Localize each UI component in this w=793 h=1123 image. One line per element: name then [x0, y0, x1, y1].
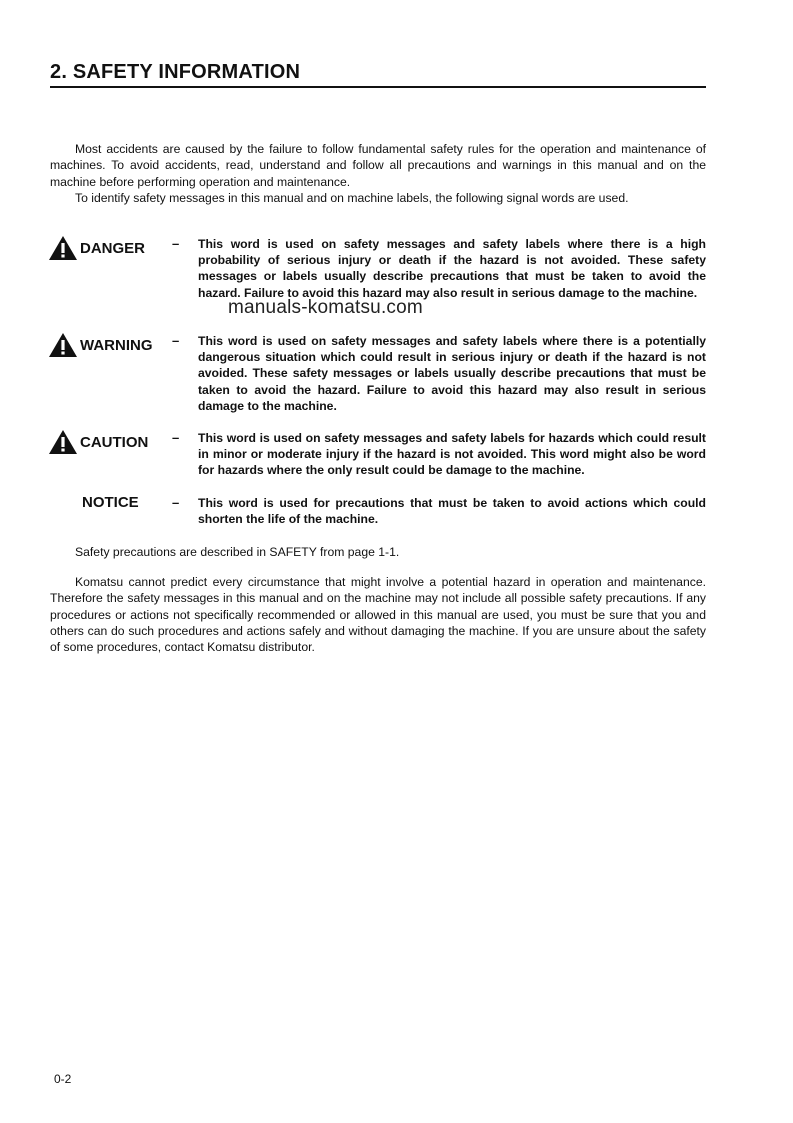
signal-word-warning: [48, 332, 178, 358]
signal-description: This word is used on safety messages and safety labels where there is a potentially dangerous situation which could result in serious injury or death if the hazard is not avoided. These safety messages or labels usually describe precautions that must be taken to avoid the hazard. Failure to avoid this hazard may also result in serious damage to the machine.: [198, 334, 706, 413]
signal-description: This word is used for precautions that must be taken to avoid actions which could shorten the life of the machine.: [198, 496, 706, 527]
signal-word-danger: [48, 235, 178, 261]
warning-triangle-icon: [48, 235, 78, 261]
signal-description: This word is used on safety messages and safety labels where there is a high probability of serious injury or death if the hazard is not avoided. These safety messages or labels usually describe precautions that must be taken to avoid the hazard. Failure to avoid this hazard may also result in serious damage to the machine.: [198, 237, 706, 300]
signal-word-label: DANGER: [80, 239, 146, 257]
signal-dash: –: [172, 430, 180, 445]
signal-dash: –: [172, 495, 180, 510]
signal-dash: –: [172, 333, 180, 348]
warning-triangle-icon: [48, 429, 78, 455]
warning-triangle-icon: [48, 332, 78, 358]
intro-text: [50, 141, 706, 206]
intro-paragraph-1: Most accidents are caused by the failure to follow fundamental safety rules for the operation and maintenance of machines. To avoid accidents, read, understand and follow all precautions and warnings in this manual and on the machine before performing operation and maintenance.: [50, 142, 706, 189]
signal-word-caution: [48, 429, 178, 455]
watermark: manuals-komatsu.com: [228, 297, 423, 318]
signal-description: This word is used on safety messages and safety labels for hazards which could result in minor or moderate injury if the hazard is not avoided. This word might also be word for hazards where the only result could be damage to the machine.: [198, 431, 706, 478]
section-title: 2. SAFETY INFORMATION: [50, 60, 706, 88]
reference-text: Safety precautions are described in SAFETY from page 1-1.: [75, 545, 400, 559]
intro-paragraph-2: To identify safety messages in this manual and on machine labels, the following signal words are used.: [75, 190, 629, 205]
disclaimer-text: Komatsu cannot predict every circumstance that might involve a potential hazard in operation and maintenance. Therefore the safety messages in this manual and on the machine may not include all possible safety precautions. If any procedures or actions not specifically recommended or allowed in this manual are used, you must be sure that you and others can do such procedures and actions safely and without damaging the machine. If you are unsure about the safety of some procedures, contact Komatsu distributor.: [50, 575, 706, 655]
signal-word-label: CAUTION: [80, 433, 149, 451]
signal-word-notice: [82, 494, 212, 511]
signal-word-label: NOTICE: [82, 494, 139, 511]
signal-word-label: WARNING: [80, 336, 153, 354]
signal-dash: –: [172, 236, 180, 251]
page-number: 0-2: [54, 1072, 72, 1086]
